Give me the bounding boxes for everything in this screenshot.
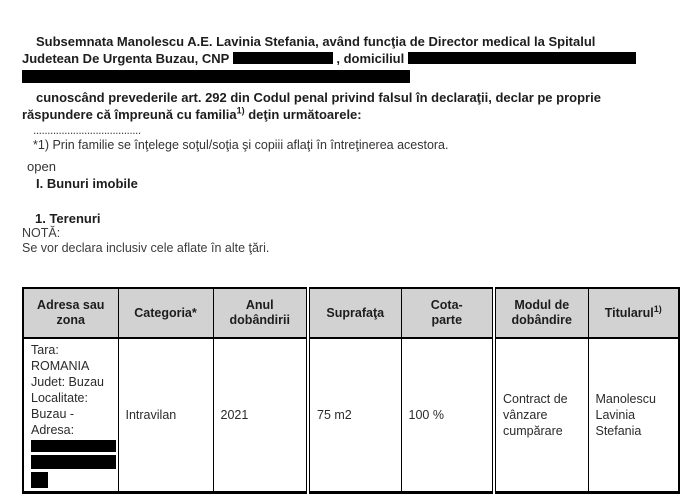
legal-line2-start: răspundere că împreună cu familia bbox=[22, 107, 237, 122]
cell-anul: 2021 bbox=[213, 338, 308, 493]
address-line: ROMANIA bbox=[31, 359, 90, 373]
cell-modul-dobandire: Contract de vânzare cumpărare bbox=[494, 338, 588, 493]
legal-line-1: cunoscând prevederile art. 292 din Codul penal privind falsul în declaraţii, declar pe proprie bbox=[36, 90, 601, 105]
header-line: Adresa sau bbox=[37, 298, 105, 312]
column-header-categoria bbox=[118, 288, 213, 338]
redaction-adresa-bar-2 bbox=[31, 455, 116, 469]
table-row bbox=[23, 338, 679, 493]
cell-categoria: Intravilan bbox=[118, 338, 213, 493]
open-label: open bbox=[27, 159, 56, 174]
table-header-row bbox=[23, 288, 679, 338]
nota-label: NOTĂ: bbox=[22, 226, 61, 240]
address-line: Localitate: bbox=[31, 391, 88, 405]
column-header-modul bbox=[494, 288, 588, 338]
section-title-bunuri-imobile: I. Bunuri imobile bbox=[36, 176, 138, 191]
redaction-domiciliu-continuation-bar bbox=[22, 70, 410, 83]
nota-text: Se vor declara inclusiv cele aflate în alte ţări. bbox=[22, 241, 270, 255]
cell-adresa bbox=[23, 338, 118, 493]
header-superscript: 1) bbox=[653, 303, 662, 314]
address-line: Judet: Buzau bbox=[31, 375, 104, 389]
intro-line2-text-domiciliu: , domiciliul bbox=[336, 51, 405, 66]
column-header-titularul bbox=[588, 288, 679, 338]
column-header-anul bbox=[213, 288, 308, 338]
intro-line-2 bbox=[22, 50, 678, 67]
header-line: Suprafaţa bbox=[326, 305, 385, 320]
cell-titularul: Manolescu Lavinia Stefania bbox=[588, 338, 679, 493]
redaction-cnp-bar bbox=[233, 52, 333, 64]
intro-line2-text-before-cnp: Judetean De Urgenta Buzau, CNP bbox=[22, 51, 230, 66]
legal-line-2 bbox=[22, 106, 678, 123]
family-footnote: *1) Prin familie se înţelege soţul/soţia şi copiii aflaţi în întreţinerea acestora. bbox=[33, 138, 449, 152]
dotted-fill-line: ...................................... bbox=[33, 123, 141, 137]
header-text: Titularul bbox=[604, 305, 654, 320]
address-line: Adresa: bbox=[31, 423, 75, 437]
header-line: Anul bbox=[245, 298, 274, 312]
column-header-suprafata bbox=[308, 288, 401, 338]
column-header-cota-parte bbox=[401, 288, 494, 338]
legal-paragraph bbox=[22, 89, 678, 123]
header-line: dobândirii bbox=[229, 313, 290, 327]
header-line bbox=[592, 303, 676, 321]
redaction-adresa-bar-1 bbox=[31, 440, 116, 452]
header-line: Categoria* bbox=[134, 305, 197, 320]
intro-line-1: Subsemnata Manolescu A.E. Lavinia Stefania, având funcţia de Director medical la Spitalul bbox=[36, 34, 596, 49]
header-line: zona bbox=[56, 313, 85, 327]
header-line: Cota- bbox=[430, 298, 463, 312]
subsection-title-terenuri: 1. Terenuri bbox=[35, 211, 101, 226]
cell-cota-parte: 100 % bbox=[401, 338, 494, 493]
redaction-domiciliu-bar bbox=[408, 52, 636, 64]
header-line: dobândire bbox=[511, 313, 572, 327]
terenuri-table bbox=[22, 287, 680, 494]
redaction-adresa-bar-3 bbox=[31, 472, 48, 488]
header-line: parte bbox=[431, 313, 463, 327]
intro-paragraph bbox=[22, 33, 678, 83]
footnote-ref-superscript: 1) bbox=[236, 105, 245, 116]
cell-suprafata: 75 m2 bbox=[308, 338, 401, 493]
column-header-adresa bbox=[23, 288, 118, 338]
header-line: Modul de bbox=[514, 298, 570, 312]
address-line: Buzau - bbox=[31, 407, 75, 421]
legal-line2-end: deţin următoarele: bbox=[244, 107, 362, 122]
address-line: Tara: bbox=[31, 343, 59, 357]
